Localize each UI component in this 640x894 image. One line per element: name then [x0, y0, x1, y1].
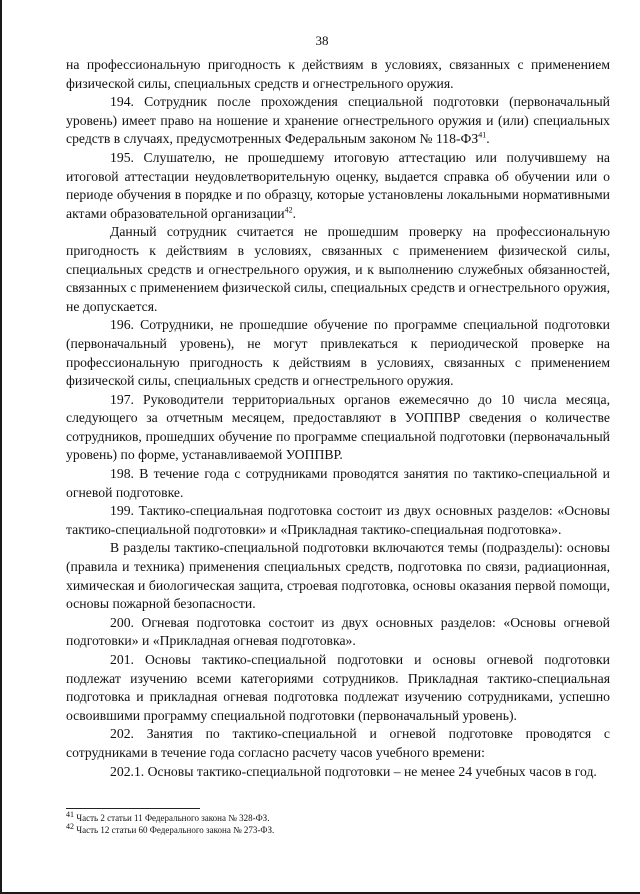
- paragraph-199-sections: В разделы тактико-специальной подготовки включаются темы (подразделы): основы (правила и техника) применения специальных средств, подготовка по связи, радиационная, химическая и биологическая защита, строевая подготовка, основы оказания первой помощи, основы пожарной безопасности.: [66, 540, 610, 612]
- footnote-41: $^{41}$ Часть 2 статьи 11 Федерального закона № 328-ФЗ.: [66, 810, 270, 823]
- paragraph-202-1: 202.1. Основы тактико-специальной подготовки – не менее 24 учебных часов в год.: [110, 763, 597, 779]
- paragraph-196: 196. Сотрудники, не прошедшие обучение по программе специальной подготовки (первоначальный уровень), не могут привлекаться к периодической проверке на профессиональную пригодность к действиям в условиях, связанных с применением физической силы, специальных средств и огнестрельного оружия.: [66, 317, 610, 389]
- paragraph-198: 198. В течение года с сотрудниками проводятся занятия по тактико-специальной и огневой подготовке.: [66, 466, 610, 500]
- footnote-separator: [66, 808, 200, 809]
- paragraph-202: 202. Занятия по тактико-специальной и огневой подготовке проводятся с сотрудниками в течение года согласно расчету часов учебного времени:: [66, 726, 610, 760]
- paragraph-197: 197. Руководители территориальных органов ежемесячно до 10 числа месяца, следующего за отчетным месяцем, предоставляют в УОППВР сведения о количестве сотрудников, прошедших обучение по программе специальной подготовки (первоначальный уровень) по форме, устанавливаемой УОППВР.: [66, 391, 610, 463]
- document-body: [66, 56, 610, 781]
- paragraph-195: 195. Слушателю, не прошедшему итоговую аттестацию или получившему на итоговой аттестации неудовлетворительную оценку, выдается справка об обучении или о периоде обучения в порядке и по образцу, которые установлены локальными нормативными актами образовательной организации$^{42}$.: [66, 149, 610, 221]
- footnote-ref-41[interactable]: 41: [478, 130, 487, 140]
- footnotes: [66, 812, 610, 836]
- footnote-42: $^{42}$ Часть 12 статьи 60 Федерального закона № 273-ФЗ.: [66, 822, 275, 835]
- paragraph-201: 201. Основы тактико-специальной подготовки и основы огневой подготовки подлежат изучению всеми категориями сотрудников. Прикладная тактико-специальная подготовка и прикладная огневая подготовка подлежат изучению сотрудниками, успешно освоившими программу специальной подготовки (первоначальный уровень).: [66, 652, 610, 723]
- page-number: 38: [315, 33, 329, 48]
- paragraph-199: 199. Тактико-специальная подготовка состоит из двух основных разделов: «Основы тактико-специальной подготовки» и «Прикладная тактико-специальная подготовка».: [66, 503, 610, 537]
- footnote-ref-42[interactable]: 42: [284, 205, 293, 215]
- paragraph-continuation: на профессиональную пригодность к действиям в условиях, связанных с применением физической силы, специальных средств и огнестрельного оружия.: [66, 57, 610, 91]
- paragraph-194: 194. Сотрудник после прохождения специальной подготовки (первоначальный уровень) имеет право на ношение и хранение огнестрельного оружия и (или) специальных средств в случаях, предусмотренных Федеральным законом № 118-ФЗ$^{41}$.: [66, 94, 610, 147]
- paragraph-195-note: Данный сотрудник считается не прошедшим проверку на профессиональную пригодность к действиям в условиях, связанных с применением физической силы, специальных средств и огнестрельного оружия, и к выполнению служебных обязанностей, связанных с применением физической силы, специальных средств и огнестрельного оружия, не допускается.: [66, 224, 610, 314]
- paragraph-200: 200. Огневая подготовка состоит из двух основных разделов: «Основы огневой подготовки» и «Прикладная огневая подготовка».: [66, 614, 610, 649]
